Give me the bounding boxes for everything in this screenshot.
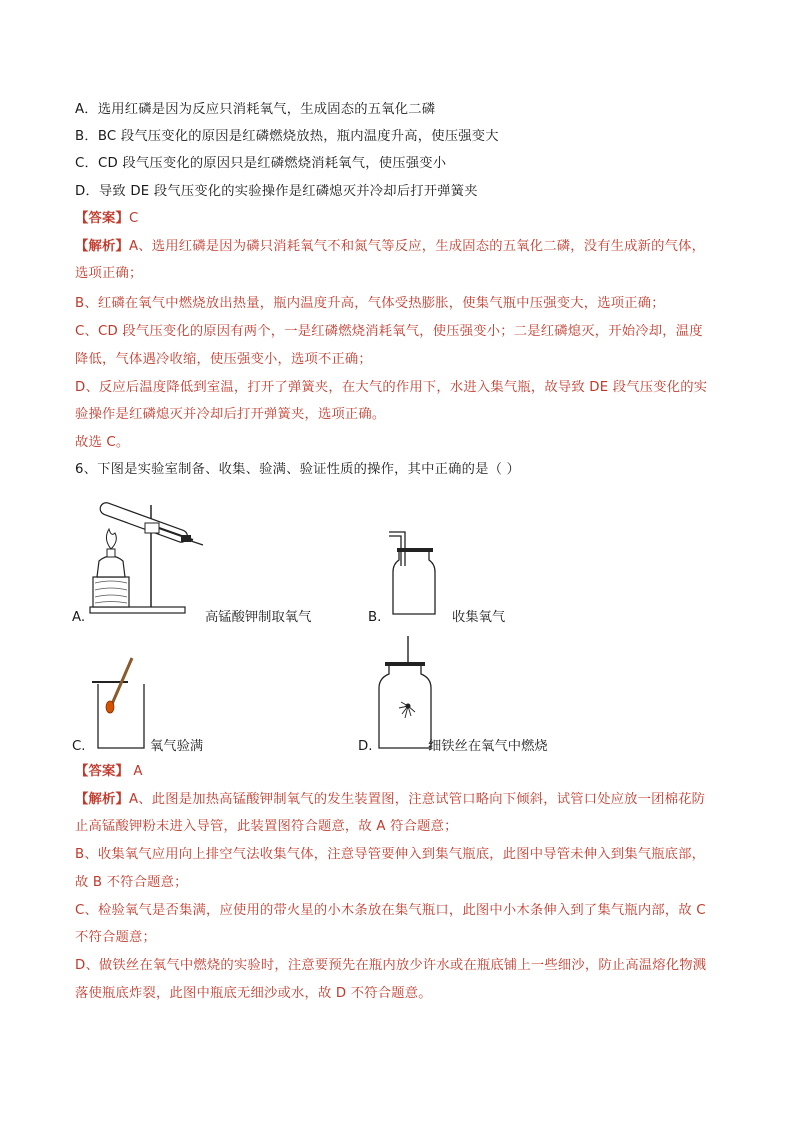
q5-analysis-line-8: 故选 C。 bbox=[75, 435, 130, 450]
q6-stem: 6、下图是实验室制备、收集、验满、验证性质的操作，其中正确的是（ ） bbox=[75, 462, 520, 477]
q6-analysis-line-6: 不符合题意； bbox=[75, 930, 156, 945]
figure-c-caption: 氧气验满 bbox=[150, 739, 204, 754]
figure-a-letter: A. bbox=[72, 610, 86, 625]
figure-a-heating-apparatus bbox=[85, 495, 205, 620]
q5-analysis-line-1 bbox=[75, 237, 705, 257]
q6-analysis-line-2: 止高锰酸钾粉末进入导管，此装置图符合题意，故 A 符合题意； bbox=[75, 819, 458, 834]
answer-value: C bbox=[129, 211, 139, 226]
q5-option-a: A．选用红磷是因为反应只消耗氧气，生成固态的五氧化二磷 bbox=[75, 102, 436, 117]
analysis-tag: 【解析】 bbox=[75, 239, 129, 254]
analysis-text: A、选用红磷是因为磷只消耗氧气不和氮气等反应，生成固态的五氧化二磷，没有生成新的气体， bbox=[129, 239, 706, 254]
q5-analysis-line-2: 选项正确； bbox=[75, 266, 143, 281]
q6-analysis-line-1 bbox=[75, 790, 705, 810]
q6-analysis-line-5: C、检验氧气是否集满，应使用的带火星的小木条放在集气瓶口，此图中小木条伸入到了集气瓶内部，故 C bbox=[75, 903, 706, 918]
q6-analysis-line-3: B、收集氧气应用向上排空气法收集气体，注意导管要伸入到集气瓶底，此图中导管未伸入到集气瓶底部， bbox=[75, 847, 706, 862]
figure-a-caption: 高锰酸钾制取氧气 bbox=[205, 610, 312, 625]
answer-tag: 【答案】 bbox=[75, 764, 129, 779]
q5-option-b: B．BC 段气压变化的原因是红磷燃烧放热，瓶内温度升高，使压强变大 bbox=[75, 129, 499, 144]
q5-option-d: D．导致 DE 段气压变化的实验操作是红磷熄灭并冷却后打开弹簧夹 bbox=[75, 184, 478, 199]
figure-d-iron-wire-burning bbox=[375, 634, 435, 750]
analysis-text: A、此图是加热高锰酸钾制氧气的发生装置图，注意试管口略向下倾斜，试管口处应放一团棉花防 bbox=[129, 792, 706, 807]
analysis-tag: 【解析】 bbox=[75, 792, 129, 807]
q5-option-c: C．CD 段气压变化的原因只是红磷燃烧消耗氧气，使压强变小 bbox=[75, 156, 447, 171]
q6-analysis-line-7: D、做铁丝在氧气中燃烧的实验时，注意要预先在瓶内放少许水或在瓶底铺上一些细沙，防止高温熔化物溅 bbox=[75, 958, 707, 973]
q5-answer bbox=[75, 209, 139, 229]
q5-analysis-line-7: 验操作是红磷熄灭并冷却后打开弹簧夹，选项正确。 bbox=[75, 407, 386, 422]
figure-b-letter: B. bbox=[368, 610, 382, 625]
figure-c-full-test bbox=[90, 652, 150, 750]
answer-tag: 【答案】 bbox=[75, 211, 129, 226]
figure-c-letter: C. bbox=[72, 739, 86, 754]
q6-analysis-line-8: 落使瓶底炸裂，此图中瓶底无细沙或水，故 D 不符合题意。 bbox=[75, 986, 432, 1001]
q6-answer bbox=[75, 762, 143, 782]
figure-d-letter: D. bbox=[358, 739, 373, 754]
q5-analysis-line-6: D、反应后温度降低到室温，打开了弹簧夹，在大气的作用下，水进入集气瓶，故导致 DE 段气压变化的实 bbox=[75, 380, 708, 395]
q5-analysis-line-4: C、CD 段气压变化的原因有两个，一是红磷燃烧消耗氧气，使压强变小；二是红磷熄灭，开始冷却，温度 bbox=[75, 324, 703, 339]
q6-analysis-line-4: 故 B 不符合题意； bbox=[75, 875, 188, 890]
q5-analysis-line-5: 降低，气体遇冷收缩，使压强变小，选项不正确； bbox=[75, 352, 372, 367]
figure-b-caption: 收集氧气 bbox=[452, 610, 506, 625]
figure-b-collection-bottle bbox=[385, 528, 445, 620]
answer-value: A bbox=[129, 764, 143, 779]
q5-analysis-line-3: B、红磷在氧气中燃烧放出热量，瓶内温度升高，气体受热膨胀，使集气瓶中压强变大，选项正确； bbox=[75, 296, 665, 311]
figure-d-caption: 细铁丝在氧气中燃烧 bbox=[428, 739, 548, 754]
